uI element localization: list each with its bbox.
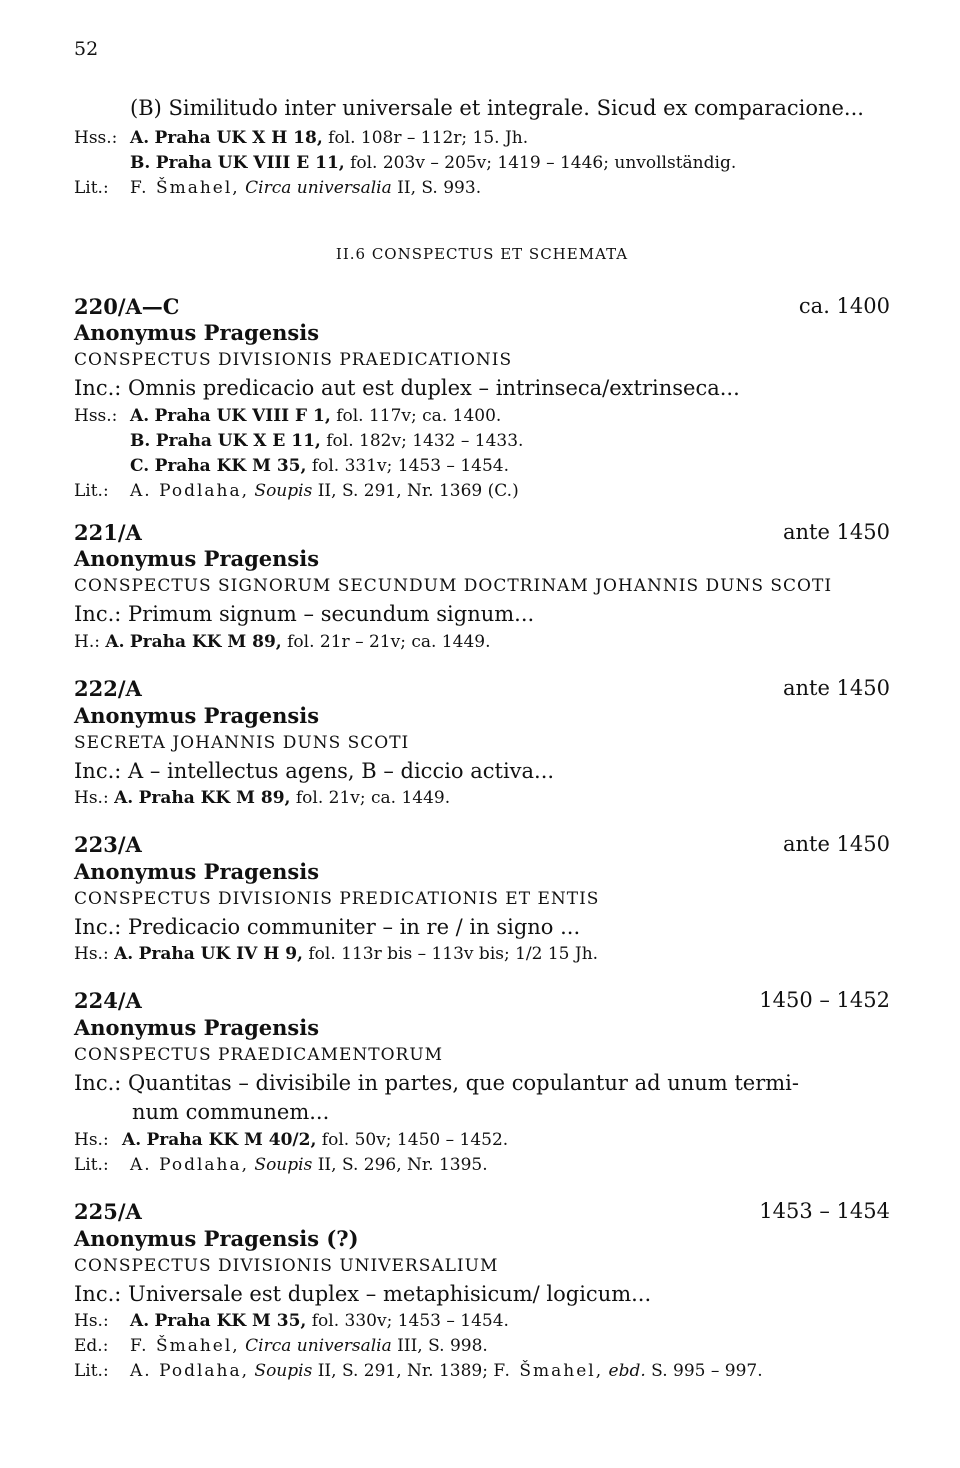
section-b-ms-b: B. Praha UK VIII E 11, fol. 203v – 205v; 1419 – 1446; unvollständig. <box>130 153 737 173</box>
entry-225-lit: Lit.: A. Podlaha, Soupis II, S. 291, Nr. 1389; F. Šmahel, ebd. S. 995 – 997. <box>74 1361 763 1381</box>
entry-222-incipit: Inc.: A – intellectus agens, B – diccio activa... <box>74 759 555 783</box>
entry-225-header: 225/A 1453 – 1454 <box>74 1199 890 1224</box>
page-number: 52 <box>74 38 99 60</box>
entry-225-ed: Ed.: F. Šmahel, Circa universalia III, S. 998. <box>74 1336 488 1356</box>
entry-224-author: Anonymus Pragensis <box>74 1015 320 1040</box>
entry-223-header: 223/A ante 1450 <box>74 832 890 857</box>
entry-222-header: 222/A ante 1450 <box>74 676 890 701</box>
section-b-title: (B) Similitudo inter universale et integrale. Sicud ex comparacione... <box>130 96 864 120</box>
entry-221-header: 221/A ante 1450 <box>74 520 890 545</box>
entry-220-ms-c: C. Praha KK M 35, fol. 331v; 1453 – 1454. <box>130 456 510 476</box>
entry-225-title: CONSPECTUS DIVISIONIS UNIVERSALIUM <box>74 1256 499 1276</box>
section-heading: II.6 CONSPECTUS ET SCHEMATA <box>335 245 629 263</box>
entry-222-ms: Hs.: A. Praha KK M 89, fol. 21v; ca. 1449. <box>74 788 451 808</box>
entry-220-title: CONSPECTUS DIVISIONIS PRAEDICATIONIS <box>74 350 513 370</box>
entry-223-incipit: Inc.: Predicacio communiter – in re / in signo ... <box>74 915 581 939</box>
entry-225-author: Anonymus Pragensis (?) <box>74 1226 359 1251</box>
entry-224-title: CONSPECTUS PRAEDICAMENTORUM <box>74 1045 444 1065</box>
entry-221-ms: H.: A. Praha KK M 89, fol. 21r – 21v; ca. 1449. <box>74 632 491 652</box>
entry-224-incipit: Inc.: Quantitas – divisibile in partes, que copulantur ad unum termi- <box>74 1071 799 1095</box>
entry-220-incipit: Inc.: Omnis predicacio aut est duplex – intrinseca/extrinseca... <box>74 376 740 400</box>
entry-222-title: SECRETA JOHANNIS DUNS SCOTI <box>74 733 410 753</box>
entry-223-title: CONSPECTUS DIVISIONIS PREDICATIONIS ET ENTIS <box>74 889 600 909</box>
entry-220-ms-a: Hss.: A. Praha UK VIII F 1, fol. 117v; ca. 1400. <box>74 406 502 426</box>
entry-220-header: 220/A—C ca. 1400 <box>74 294 890 319</box>
entry-223-ms: Hs.: A. Praha UK IV H 9, fol. 113r bis – 113v bis; 1/2 15 Jh. <box>74 944 599 964</box>
entry-221-author: Anonymus Pragensis <box>74 546 320 571</box>
entry-220-lit: Lit.: A. Podlaha, Soupis II, S. 291, Nr. 1369 (C.) <box>74 481 519 501</box>
entry-223-author: Anonymus Pragensis <box>74 859 320 884</box>
entry-221-incipit: Inc.: Primum signum – secundum signum... <box>74 602 535 626</box>
entry-221-title: CONSPECTUS SIGNORUM SECUNDUM DOCTRINAM JOHANNIS DUNS SCOTI <box>74 576 833 596</box>
entry-224-ms: Hs.: A. Praha KK M 40/2, fol. 50v; 1450 – 1452. <box>74 1130 509 1150</box>
section-b-lit: Lit.: F. Šmahel, Circa universalia II, S. 993. <box>74 178 482 198</box>
entry-224-lit: Lit.: A. Podlaha, Soupis II, S. 296, Nr. 1395. <box>74 1155 488 1175</box>
entry-220-ms-b: B. Praha UK X E 11, fol. 182v; 1432 – 1433. <box>130 431 524 451</box>
entry-225-incipit: Inc.: Universale est duplex – metaphisicum/ logicum... <box>74 1282 652 1306</box>
entry-225-ms: Hs.: A. Praha KK M 35, fol. 330v; 1453 – 1454. <box>74 1311 509 1331</box>
section-b-ms-a: Hss.: A. Praha UK X H 18, fol. 108r – 112r; 15. Jh. <box>74 128 529 148</box>
entry-222-author: Anonymus Pragensis <box>74 703 320 728</box>
entry-220-author: Anonymus Pragensis <box>74 320 320 345</box>
entry-224-incipit-cont: num communem... <box>132 1100 330 1124</box>
entry-224-header: 224/A 1450 – 1452 <box>74 988 890 1013</box>
